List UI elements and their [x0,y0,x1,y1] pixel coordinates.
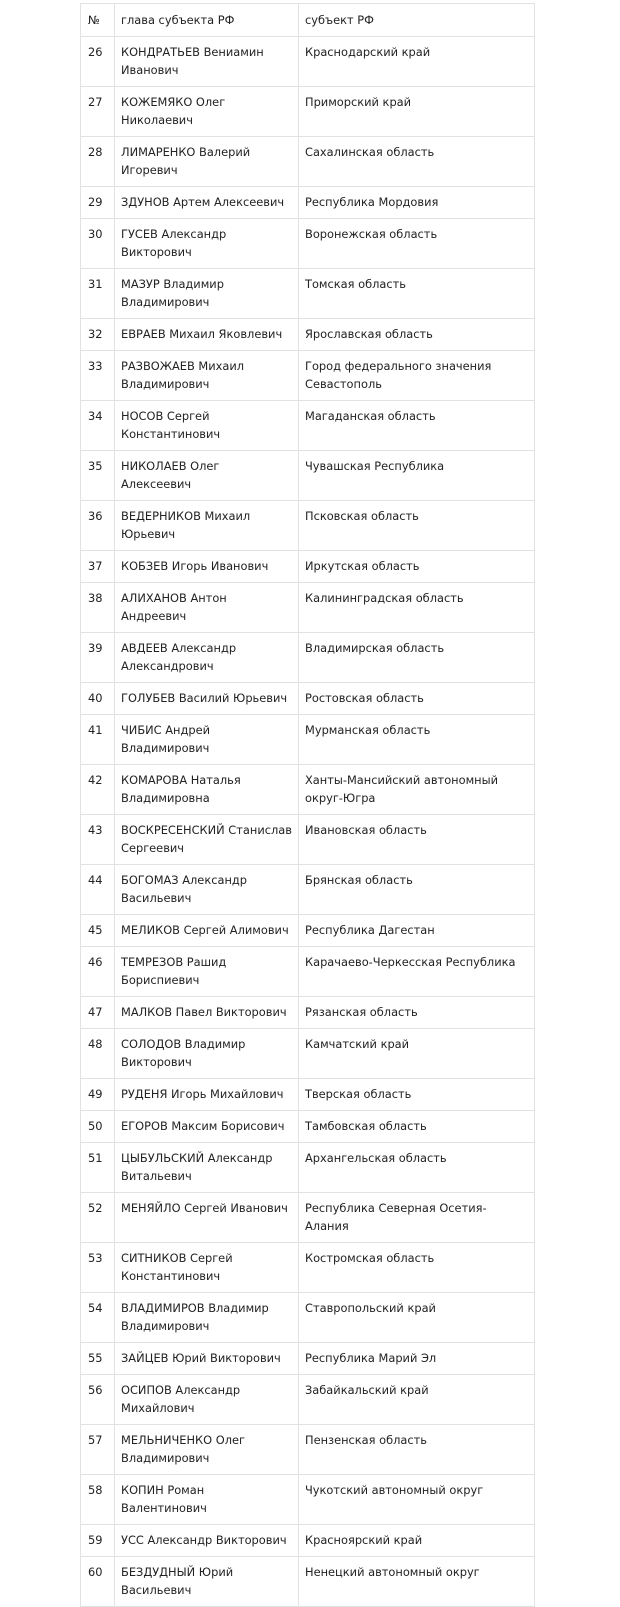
table-row [81,1525,535,1557]
row-number: 26 [81,37,115,87]
row-number: 35 [81,451,115,501]
row-number: 53 [81,1243,115,1293]
table-row [81,269,535,319]
table-row [81,1143,535,1193]
row-head-name: ГУСЕВ Александр Викторович [115,219,299,269]
row-head-name: РУДЕНЯ Игорь Михайлович [115,1079,299,1111]
row-number: 57 [81,1425,115,1475]
table-row [81,765,535,815]
row-number: 54 [81,1293,115,1343]
row-subject-name: Брянская область [299,865,535,915]
row-head-name: ГОЛУБЕВ Василий Юрьевич [115,683,299,715]
row-number: 44 [81,865,115,915]
row-head-name: МАЗУР Владимир Владимирович [115,269,299,319]
governors-table [80,3,535,1607]
row-number: 34 [81,401,115,451]
row-subject-name: Пензенская область [299,1425,535,1475]
table-row [81,1243,535,1293]
row-head-name: ЦЫБУЛЬСКИЙ Александр Витальевич [115,1143,299,1193]
row-number: 33 [81,351,115,401]
table-header-row [81,4,535,37]
row-subject-name: Магаданская область [299,401,535,451]
table-row [81,1079,535,1111]
table-body [81,4,535,1607]
row-number: 32 [81,319,115,351]
row-number: 41 [81,715,115,765]
row-subject-name: Мурманская область [299,715,535,765]
table-row [81,815,535,865]
table-row [81,1293,535,1343]
table-row [81,219,535,269]
table-row [81,1111,535,1143]
row-number: 45 [81,915,115,947]
column-header-number: № [81,4,115,37]
table-row [81,683,535,715]
table-row [81,401,535,451]
row-subject-name: Рязанская область [299,997,535,1029]
row-head-name: МАЛКОВ Павел Викторович [115,997,299,1029]
table-row [81,633,535,683]
row-subject-name: Город федерального значения Севастополь [299,351,535,401]
row-subject-name: Республика Марий Эл [299,1343,535,1375]
row-number: 39 [81,633,115,683]
table-row [81,187,535,219]
row-number: 37 [81,551,115,583]
row-number: 46 [81,947,115,997]
table-row [81,501,535,551]
row-number: 36 [81,501,115,551]
row-subject-name: Иркутская область [299,551,535,583]
row-number: 49 [81,1079,115,1111]
row-subject-name: Костромская область [299,1243,535,1293]
row-head-name: БОГОМАЗ Александр Васильевич [115,865,299,915]
row-subject-name: Воронежская область [299,219,535,269]
row-number: 55 [81,1343,115,1375]
row-subject-name: Калининградская область [299,583,535,633]
table-row [81,915,535,947]
row-number: 50 [81,1111,115,1143]
row-head-name: ЕВРАЕВ Михаил Яковлевич [115,319,299,351]
row-subject-name: Республика Дагестан [299,915,535,947]
row-subject-name: Псковская область [299,501,535,551]
table-row [81,1375,535,1425]
row-head-name: ЗАЙЦЕВ Юрий Викторович [115,1343,299,1375]
row-head-name: СИТНИКОВ Сергей Константинович [115,1243,299,1293]
row-head-name: ВЕДЕРНИКОВ Михаил Юрьевич [115,501,299,551]
table-row [81,87,535,137]
table-row [81,1193,535,1243]
row-head-name: ЕГОРОВ Максим Борисович [115,1111,299,1143]
row-head-name: НОСОВ Сергей Константинович [115,401,299,451]
row-number: 27 [81,87,115,137]
row-head-name: ЛИМАРЕНКО Валерий Игоревич [115,137,299,187]
row-number: 60 [81,1557,115,1607]
row-number: 40 [81,683,115,715]
row-head-name: КОМАРОВА Наталья Владимировна [115,765,299,815]
column-header-head: глава субъекта РФ [115,4,299,37]
row-subject-name: Томская область [299,269,535,319]
row-head-name: КОНДРАТЬЕВ Вениамин Иванович [115,37,299,87]
table-row [81,1557,535,1607]
row-head-name: КОПИН Роман Валентинович [115,1475,299,1525]
row-number: 58 [81,1475,115,1525]
row-number: 51 [81,1143,115,1193]
row-subject-name: Ставропольский край [299,1293,535,1343]
row-subject-name: Ханты-Мансийский автономный округ-Югра [299,765,535,815]
column-header-subject: субъект РФ [299,4,535,37]
row-subject-name: Чувашская Республика [299,451,535,501]
row-head-name: МЕЛИКОВ Сергей Алимович [115,915,299,947]
row-number: 30 [81,219,115,269]
table-row [81,1343,535,1375]
row-number: 38 [81,583,115,633]
row-head-name: ВЛАДИМИРОВ Владимир Владимирович [115,1293,299,1343]
row-subject-name: Чукотский автономный округ [299,1475,535,1525]
row-head-name: УСС Александр Викторович [115,1525,299,1557]
row-subject-name: Владимирская область [299,633,535,683]
row-number: 48 [81,1029,115,1079]
row-head-name: ОСИПОВ Александр Михайлович [115,1375,299,1425]
table-row [81,715,535,765]
row-number: 43 [81,815,115,865]
row-head-name: АВДЕЕВ Александр Александрович [115,633,299,683]
row-subject-name: Тамбовская область [299,1111,535,1143]
row-subject-name: Краснодарский край [299,37,535,87]
row-number: 52 [81,1193,115,1243]
row-number: 42 [81,765,115,815]
row-subject-name: Тверская область [299,1079,535,1111]
table-row [81,351,535,401]
row-subject-name: Забайкальский край [299,1375,535,1425]
row-number: 31 [81,269,115,319]
row-subject-name: Архангельская область [299,1143,535,1193]
row-subject-name: Камчатский край [299,1029,535,1079]
row-number: 56 [81,1375,115,1425]
table-row [81,997,535,1029]
row-subject-name: Ярославская область [299,319,535,351]
table-row [81,319,535,351]
row-head-name: ЧИБИС Андрей Владимирович [115,715,299,765]
row-head-name: БЕЗДУДНЫЙ Юрий Васильевич [115,1557,299,1607]
table-row [81,947,535,997]
row-head-name: МЕНЯЙЛО Сергей Иванович [115,1193,299,1243]
row-subject-name: Республика Северная Осетия-Алания [299,1193,535,1243]
row-subject-name: Красноярский край [299,1525,535,1557]
row-head-name: ЗДУНОВ Артем Алексеевич [115,187,299,219]
row-number: 47 [81,997,115,1029]
table-row [81,551,535,583]
row-head-name: НИКОЛАЕВ Олег Алексеевич [115,451,299,501]
row-subject-name: Республика Мордовия [299,187,535,219]
row-head-name: КОБЗЕВ Игорь Иванович [115,551,299,583]
table-row [81,1475,535,1525]
table-row [81,137,535,187]
row-head-name: ТЕМРЕЗОВ Рашид Бориспиевич [115,947,299,997]
row-number: 29 [81,187,115,219]
row-subject-name: Карачаево-Черкесская Республика [299,947,535,997]
table-row [81,1425,535,1475]
table-row [81,37,535,87]
row-head-name: РАЗВОЖАЕВ Михаил Владимирович [115,351,299,401]
row-head-name: ВОСКРЕСЕНСКИЙ Станислав Сергеевич [115,815,299,865]
table-row [81,865,535,915]
table-row [81,1029,535,1079]
row-head-name: МЕЛЬНИЧЕНКО Олег Владимирович [115,1425,299,1475]
row-subject-name: Сахалинская область [299,137,535,187]
row-subject-name: Ненецкий автономный округ [299,1557,535,1607]
table-row [81,583,535,633]
row-subject-name: Ивановская область [299,815,535,865]
row-number: 59 [81,1525,115,1557]
row-number: 28 [81,137,115,187]
row-head-name: СОЛОДОВ Владимир Викторович [115,1029,299,1079]
row-subject-name: Ростовская область [299,683,535,715]
row-head-name: АЛИХАНОВ Антон Андреевич [115,583,299,633]
table-row [81,451,535,501]
row-subject-name: Приморский край [299,87,535,137]
row-head-name: КОЖЕМЯКО Олег Николаевич [115,87,299,137]
